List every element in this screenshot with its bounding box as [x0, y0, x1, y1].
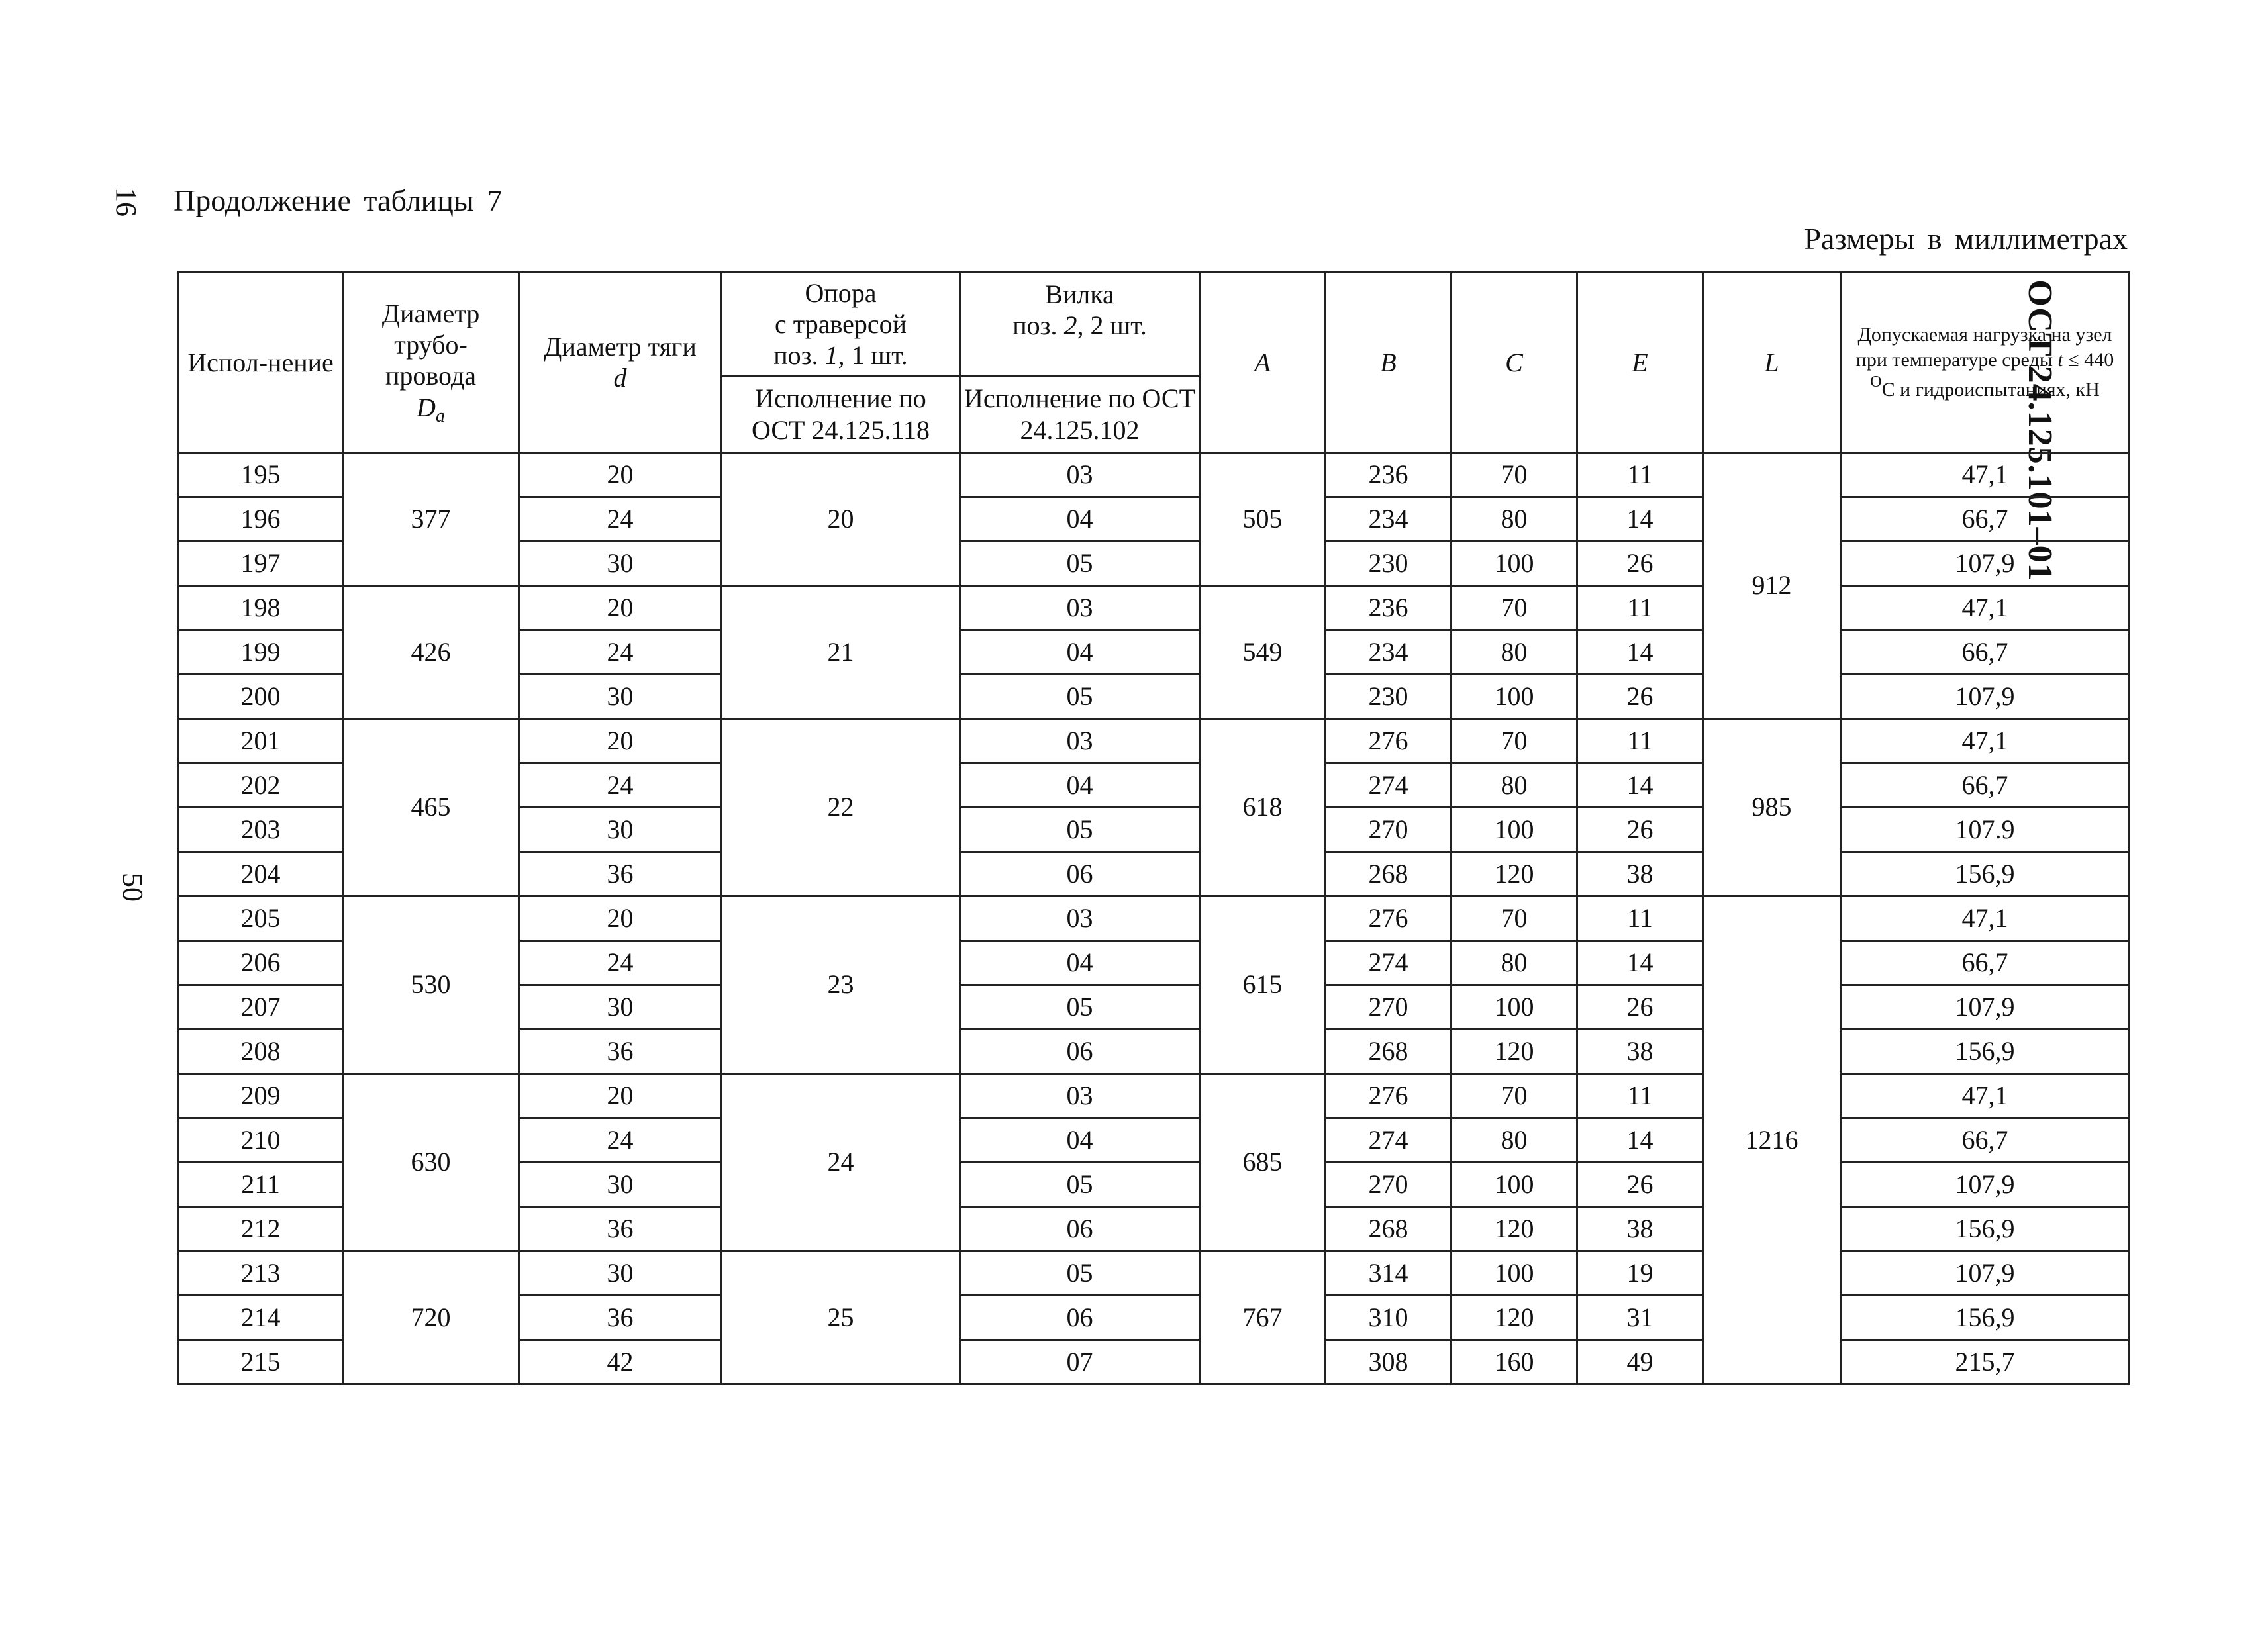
cell-B: 236 — [1326, 585, 1452, 630]
cell-E: 26 — [1577, 541, 1703, 585]
cell-C: 70 — [1452, 896, 1577, 940]
units-note: Размеры в миллиметрах — [1804, 222, 2128, 256]
cell-allowable-load: 156,9 — [1841, 1295, 2130, 1339]
cell-E: 11 — [1577, 718, 1703, 763]
cell-allowable-load: 66,7 — [1841, 1118, 2130, 1162]
cell-B: 230 — [1326, 541, 1452, 585]
cell-vilka-variant: 06 — [960, 1295, 1200, 1339]
cell-E: 11 — [1577, 896, 1703, 940]
cell-C: 100 — [1452, 1251, 1577, 1295]
table-row — [179, 718, 2130, 763]
cell-rod-diameter: 42 — [519, 1339, 722, 1384]
cell-C: 70 — [1452, 718, 1577, 763]
cell-A: 615 — [1200, 896, 1326, 1073]
cell-vilka-variant: 05 — [960, 1162, 1200, 1206]
symbol-Da-subscript: a — [435, 405, 445, 426]
cell-E: 26 — [1577, 985, 1703, 1029]
header-A: A — [1200, 273, 1326, 453]
cell-rod-diameter: 30 — [519, 985, 722, 1029]
symbol-Da: D — [417, 392, 436, 422]
cell-C: 100 — [1452, 541, 1577, 585]
cell-C: 100 — [1452, 985, 1577, 1029]
cell-allowable-load: 66,7 — [1841, 940, 2130, 985]
cell-B: 276 — [1326, 718, 1452, 763]
cell-opora-variant: 24 — [722, 1073, 960, 1251]
cell-E: 26 — [1577, 674, 1703, 718]
cell-C: 120 — [1452, 1206, 1577, 1251]
cell-pipe-diameter: 630 — [343, 1073, 519, 1251]
cell-allowable-load: 107,9 — [1841, 1162, 2130, 1206]
cell-B: 310 — [1326, 1295, 1452, 1339]
cell-L: 1216 — [1703, 896, 1841, 1384]
header-vilka-standard: Исполнение по ОСТ 24.125.102 — [960, 376, 1200, 452]
cell-ispolnenie: 210 — [179, 1118, 343, 1162]
cell-vilka-variant: 06 — [960, 1206, 1200, 1251]
cell-B: 270 — [1326, 807, 1452, 851]
cell-E: 38 — [1577, 1029, 1703, 1073]
header-opora-line1: Опора — [805, 278, 877, 308]
header-vilka-line2 — [963, 310, 1196, 341]
cell-vilka-variant: 07 — [960, 1339, 1200, 1384]
cell-ispolnenie: 206 — [179, 940, 343, 985]
dimensions-table-container — [177, 271, 2130, 1385]
cell-ispolnenie: 196 — [179, 497, 343, 541]
cell-C: 120 — [1452, 851, 1577, 896]
cell-rod-diameter: 20 — [519, 452, 722, 497]
header-vilka-line1: Вилка — [1045, 279, 1114, 309]
vilka-pos-number: 2 — [1063, 311, 1077, 341]
cell-A: 618 — [1200, 718, 1326, 896]
cell-vilka-variant: 03 — [960, 718, 1200, 763]
cell-rod-diameter: 30 — [519, 541, 722, 585]
cell-allowable-load: 156,9 — [1841, 851, 2130, 896]
cell-A: 767 — [1200, 1251, 1326, 1384]
cell-allowable-load: 156,9 — [1841, 1206, 2130, 1251]
header-L: L — [1703, 273, 1841, 453]
header-rod-diameter-symbol: d — [613, 363, 627, 393]
cell-rod-diameter: 36 — [519, 1029, 722, 1073]
cell-rod-diameter: 24 — [519, 763, 722, 807]
cell-allowable-load: 107.9 — [1841, 807, 2130, 851]
cell-vilka-variant: 05 — [960, 674, 1200, 718]
cell-rod-diameter: 20 — [519, 1073, 722, 1118]
cell-B: 308 — [1326, 1339, 1452, 1384]
cell-ispolnenie: 211 — [179, 1162, 343, 1206]
cell-B: 230 — [1326, 674, 1452, 718]
cell-E: 14 — [1577, 1118, 1703, 1162]
dimensions-table — [177, 271, 2130, 1385]
cell-C: 80 — [1452, 497, 1577, 541]
cell-rod-diameter: 20 — [519, 718, 722, 763]
cell-vilka-variant: 03 — [960, 896, 1200, 940]
cell-ispolnenie: 215 — [179, 1339, 343, 1384]
header-allowable-load — [1841, 273, 2130, 453]
cell-ispolnenie: 199 — [179, 630, 343, 674]
cell-C: 80 — [1452, 940, 1577, 985]
cell-B: 234 — [1326, 630, 1452, 674]
table-row — [179, 452, 2130, 497]
cell-allowable-load: 47,1 — [1841, 452, 2130, 497]
cell-B: 268 — [1326, 1206, 1452, 1251]
cell-ispolnenie: 198 — [179, 585, 343, 630]
document-code: ОСТ 24.125.101–01 — [2021, 279, 2059, 581]
cell-E: 31 — [1577, 1295, 1703, 1339]
cell-B: 274 — [1326, 1118, 1452, 1162]
cell-B: 276 — [1326, 1073, 1452, 1118]
vilka-pos-suffix: , 2 шт. — [1077, 311, 1147, 341]
header-pipe-diameter-symbol — [346, 392, 515, 427]
cell-ispolnenie: 201 — [179, 718, 343, 763]
cell-rod-diameter: 36 — [519, 1206, 722, 1251]
header-B: B — [1326, 273, 1452, 453]
header-rod-diameter — [519, 273, 722, 453]
cell-vilka-variant: 03 — [960, 585, 1200, 630]
cell-rod-diameter: 36 — [519, 1295, 722, 1339]
cell-E: 11 — [1577, 1073, 1703, 1118]
cell-allowable-load: 156,9 — [1841, 1029, 2130, 1073]
cell-rod-diameter: 24 — [519, 940, 722, 985]
header-ispolnenie-text: Испол-нение — [187, 347, 334, 377]
opora-pos-suffix: , 1 шт. — [838, 340, 908, 371]
header-rod-diameter-label: Диаметр тяги — [544, 332, 697, 362]
cell-C: 70 — [1452, 585, 1577, 630]
cell-pipe-diameter: 530 — [343, 896, 519, 1073]
header-pipe-diameter-line3: провода — [385, 361, 476, 391]
cell-C: 80 — [1452, 630, 1577, 674]
cell-B: 314 — [1326, 1251, 1452, 1295]
cell-ispolnenie: 208 — [179, 1029, 343, 1073]
cell-vilka-variant: 03 — [960, 1073, 1200, 1118]
cell-C: 120 — [1452, 1029, 1577, 1073]
table-title: Продолжение таблицы 7 — [173, 183, 503, 217]
cell-vilka-variant: 03 — [960, 452, 1200, 497]
cell-allowable-load: 47,1 — [1841, 718, 2130, 763]
cell-rod-diameter: 30 — [519, 807, 722, 851]
cell-allowable-load: 66,7 — [1841, 497, 2130, 541]
cell-E: 26 — [1577, 1162, 1703, 1206]
opora-pos-number: 1 — [824, 340, 838, 371]
load-text-mid: ≤ 440 — [2063, 348, 2114, 371]
cell-rod-diameter: 30 — [519, 674, 722, 718]
cell-ispolnenie: 204 — [179, 851, 343, 896]
header-pipe-diameter-line2: трубо- — [394, 330, 468, 360]
page-number-top: 16 — [110, 187, 142, 217]
cell-ispolnenie: 195 — [179, 452, 343, 497]
cell-E: 14 — [1577, 763, 1703, 807]
cell-B: 268 — [1326, 851, 1452, 896]
cell-A: 505 — [1200, 452, 1326, 585]
cell-C: 160 — [1452, 1339, 1577, 1384]
header-vilka — [960, 273, 1200, 377]
cell-A: 549 — [1200, 585, 1326, 718]
cell-B: 268 — [1326, 1029, 1452, 1073]
cell-ispolnenie: 202 — [179, 763, 343, 807]
cell-B: 270 — [1326, 985, 1452, 1029]
cell-ispolnenie: 212 — [179, 1206, 343, 1251]
page-number-side: 50 — [117, 873, 149, 902]
cell-C: 100 — [1452, 807, 1577, 851]
cell-opora-variant: 21 — [722, 585, 960, 718]
cell-opora-variant: 23 — [722, 896, 960, 1073]
cell-E: 11 — [1577, 585, 1703, 630]
table-body — [179, 452, 2130, 1384]
cell-ispolnenie: 209 — [179, 1073, 343, 1118]
opora-pos-prefix: поз. — [773, 340, 825, 371]
cell-E: 38 — [1577, 1206, 1703, 1251]
header-ispolnenie — [179, 273, 343, 453]
cell-vilka-variant: 05 — [960, 985, 1200, 1029]
cell-E: 26 — [1577, 807, 1703, 851]
header-C: C — [1452, 273, 1577, 453]
cell-rod-diameter: 24 — [519, 497, 722, 541]
cell-E: 11 — [1577, 452, 1703, 497]
cell-B: 274 — [1326, 763, 1452, 807]
vilka-pos-prefix: поз. — [1012, 311, 1064, 341]
cell-A: 685 — [1200, 1073, 1326, 1251]
cell-E: 14 — [1577, 497, 1703, 541]
cell-vilka-variant: 05 — [960, 541, 1200, 585]
cell-ispolnenie: 203 — [179, 807, 343, 851]
cell-ispolnenie: 197 — [179, 541, 343, 585]
cell-pipe-diameter: 377 — [343, 452, 519, 585]
cell-E: 14 — [1577, 630, 1703, 674]
cell-vilka-variant: 04 — [960, 940, 1200, 985]
cell-ispolnenie: 200 — [179, 674, 343, 718]
cell-E: 38 — [1577, 851, 1703, 896]
cell-vilka-variant: 04 — [960, 763, 1200, 807]
cell-E: 19 — [1577, 1251, 1703, 1295]
cell-E: 49 — [1577, 1339, 1703, 1384]
cell-vilka-variant: 05 — [960, 1251, 1200, 1295]
cell-allowable-load: 107,9 — [1841, 985, 2130, 1029]
cell-B: 276 — [1326, 896, 1452, 940]
cell-pipe-diameter: 465 — [343, 718, 519, 896]
cell-vilka-variant: 06 — [960, 1029, 1200, 1073]
cell-opora-variant: 22 — [722, 718, 960, 896]
cell-L: 985 — [1703, 718, 1841, 896]
load-text-post: С и гидроиспытаниях, кН — [1881, 379, 2100, 401]
cell-opora-variant: 20 — [722, 452, 960, 585]
cell-vilka-variant: 05 — [960, 807, 1200, 851]
load-degree-sup: О — [1870, 373, 1882, 391]
cell-rod-diameter: 24 — [519, 1118, 722, 1162]
cell-rod-diameter: 30 — [519, 1162, 722, 1206]
cell-C: 100 — [1452, 674, 1577, 718]
header-E: E — [1577, 273, 1703, 453]
cell-rod-diameter: 30 — [519, 1251, 722, 1295]
cell-B: 234 — [1326, 497, 1452, 541]
cell-allowable-load: 107,9 — [1841, 1251, 2130, 1295]
load-text-pre: Допускаемая нагрузка на узел при температуре среды — [1855, 324, 2112, 371]
cell-pipe-diameter: 426 — [343, 585, 519, 718]
cell-C: 100 — [1452, 1162, 1577, 1206]
cell-allowable-load: 66,7 — [1841, 630, 2130, 674]
cell-C: 120 — [1452, 1295, 1577, 1339]
cell-opora-variant: 25 — [722, 1251, 960, 1384]
header-pipe-diameter-line1: Диаметр — [381, 298, 480, 328]
cell-vilka-variant: 04 — [960, 630, 1200, 674]
header-opora — [722, 273, 960, 377]
cell-rod-diameter: 20 — [519, 585, 722, 630]
cell-allowable-load: 215,7 — [1841, 1339, 2130, 1384]
table-row — [179, 896, 2130, 940]
cell-allowable-load: 66,7 — [1841, 763, 2130, 807]
cell-pipe-diameter: 720 — [343, 1251, 519, 1384]
cell-L: 912 — [1703, 452, 1841, 718]
cell-vilka-variant: 04 — [960, 1118, 1200, 1162]
cell-B: 274 — [1326, 940, 1452, 985]
cell-rod-diameter: 24 — [519, 630, 722, 674]
cell-rod-diameter: 20 — [519, 896, 722, 940]
header-pipe-diameter — [343, 273, 519, 453]
cell-C: 70 — [1452, 452, 1577, 497]
cell-B: 236 — [1326, 452, 1452, 497]
cell-vilka-variant: 06 — [960, 851, 1200, 896]
cell-vilka-variant: 04 — [960, 497, 1200, 541]
load-t-symbol: t — [2057, 348, 2063, 371]
cell-C: 80 — [1452, 763, 1577, 807]
header-opora-line3 — [725, 340, 956, 371]
cell-ispolnenie: 207 — [179, 985, 343, 1029]
cell-allowable-load: 47,1 — [1841, 1073, 2130, 1118]
cell-B: 270 — [1326, 1162, 1452, 1206]
cell-allowable-load: 107,9 — [1841, 541, 2130, 585]
cell-C: 70 — [1452, 1073, 1577, 1118]
cell-C: 80 — [1452, 1118, 1577, 1162]
cell-E: 14 — [1577, 940, 1703, 985]
cell-ispolnenie: 214 — [179, 1295, 343, 1339]
header-opora-standard: Исполнение по ОСТ 24.125.118 — [722, 376, 960, 452]
cell-ispolnenie: 205 — [179, 896, 343, 940]
cell-allowable-load: 47,1 — [1841, 896, 2130, 940]
header-opora-line2: с траверсой — [774, 309, 907, 340]
cell-ispolnenie: 213 — [179, 1251, 343, 1295]
cell-rod-diameter: 36 — [519, 851, 722, 896]
cell-allowable-load: 107,9 — [1841, 674, 2130, 718]
cell-allowable-load: 47,1 — [1841, 585, 2130, 630]
